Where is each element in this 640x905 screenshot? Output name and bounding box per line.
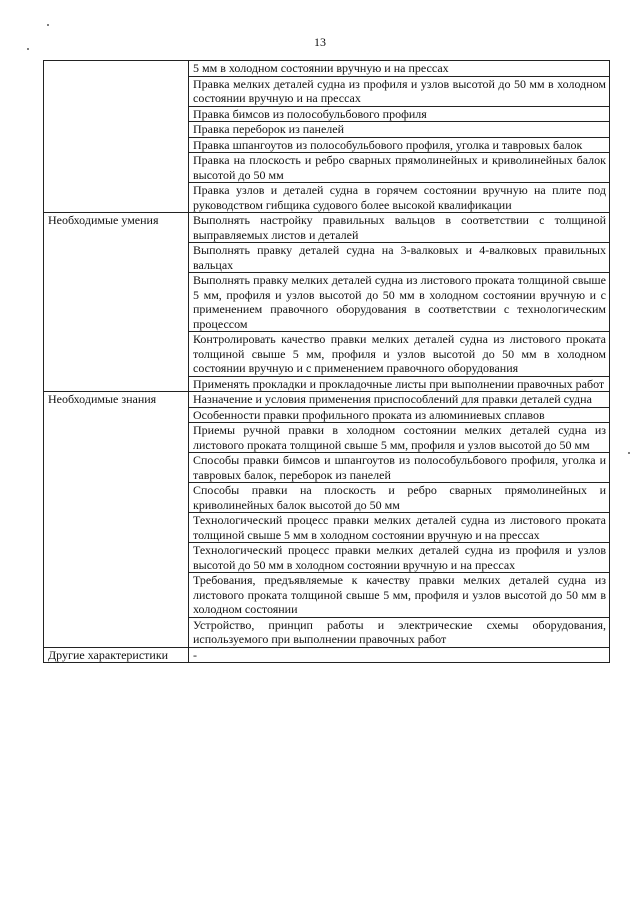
table-cell: Выполнять настройку правильных вальцов в соответствии с толщиной выправляемых листов и деталей — [189, 213, 610, 243]
table-cell: Особенности правки профильного проката из алюминиевых сплавов — [189, 407, 610, 423]
row-label — [44, 61, 189, 213]
table-cell: Выполнять правку деталей судна на 3-валковых и 4-валковых правильных вальцах — [189, 243, 610, 273]
table-cell: Технологический процесс правки мелких деталей судна из листового проката толщиной свыше 5 мм в холодном состоянии вручную и на прессах — [189, 513, 610, 543]
table-cell: Способы правки на плоскость и ребро сварных прямолинейных и криволинейных балок высотой до 50 мм — [189, 483, 610, 513]
table-cell: Требования, предъявляемые к качеству правки мелких деталей судна из листового проката толщиной свыше 5 мм, профиля и узлов высотой до 50 мм в холодном состоянии — [189, 573, 610, 618]
scan-speck — [628, 452, 630, 454]
table-cell: Устройство, принцип работы и электрические схемы оборудования, используемого при выполнении правочных работ — [189, 617, 610, 647]
table-row — [44, 392, 610, 408]
table-cell: Назначение и условия применения приспособлений для правки деталей судна — [189, 392, 610, 408]
table-cell: Способы правки бимсов и шпангоутов из полособульбового профиля, уголка и тавровых балок, переборок из панелей — [189, 453, 610, 483]
table-cell: Правка мелких деталей судна из профиля и узлов высотой до 50 мм в холодном состоянии вручную и на прессах — [189, 76, 610, 106]
table-cell: Правка шпангоутов из полособульбового профиля, уголка и тавровых балок — [189, 137, 610, 153]
table-row — [44, 61, 610, 77]
table-cell: Правка на плоскость и ребро сварных прямолинейных и криволинейных балок высотой до 50 мм — [189, 153, 610, 183]
table-cell: Контролировать качество правки мелких деталей судна из листового проката толщиной свыше 5 мм, профиля и узлов высотой до 50 мм в холодном состоянии вручную и с применением правочного оборудования — [189, 332, 610, 377]
scan-speck — [27, 48, 29, 50]
row-label: Необходимые умения — [44, 213, 189, 392]
table-cell: 5 мм в холодном состоянии вручную и на прессах — [189, 61, 610, 77]
table-cell: Приемы ручной правки в холодном состоянии мелких деталей судна из листового проката толщиной свыше 5 мм, профиля и узлов высотой до 50 мм — [189, 423, 610, 453]
table-cell: Применять прокладки и прокладочные листы при выполнении правочных работ — [189, 376, 610, 392]
table-cell: Технологический процесс правки мелких деталей судна из профиля и узлов высотой до 50 мм в холодном состоянии вручную и на прессах — [189, 543, 610, 573]
table-cell: Правка узлов и деталей судна в горячем состоянии вручную на плите под руководством гибщика судового более высокой квалификации — [189, 183, 610, 213]
row-label: Необходимые знания — [44, 392, 189, 648]
scan-speck — [47, 24, 49, 26]
table-cell: - — [189, 647, 610, 663]
row-label: Другие характеристики — [44, 647, 189, 663]
table-row — [44, 647, 610, 663]
table-cell: Выполнять правку мелких деталей судна из листового проката толщиной свыше 5 мм, профиля и узлов высотой до 50 мм в холодном состоянии вручную и с применением правочного оборудования в соответствии с технологическим процессом — [189, 273, 610, 332]
skills-table — [43, 60, 610, 663]
table-cell: Правка бимсов из полособульбового профиля — [189, 106, 610, 122]
page-number: 13 — [314, 35, 326, 49]
table-row — [44, 213, 610, 243]
table-cell: Правка переборок из панелей — [189, 122, 610, 138]
